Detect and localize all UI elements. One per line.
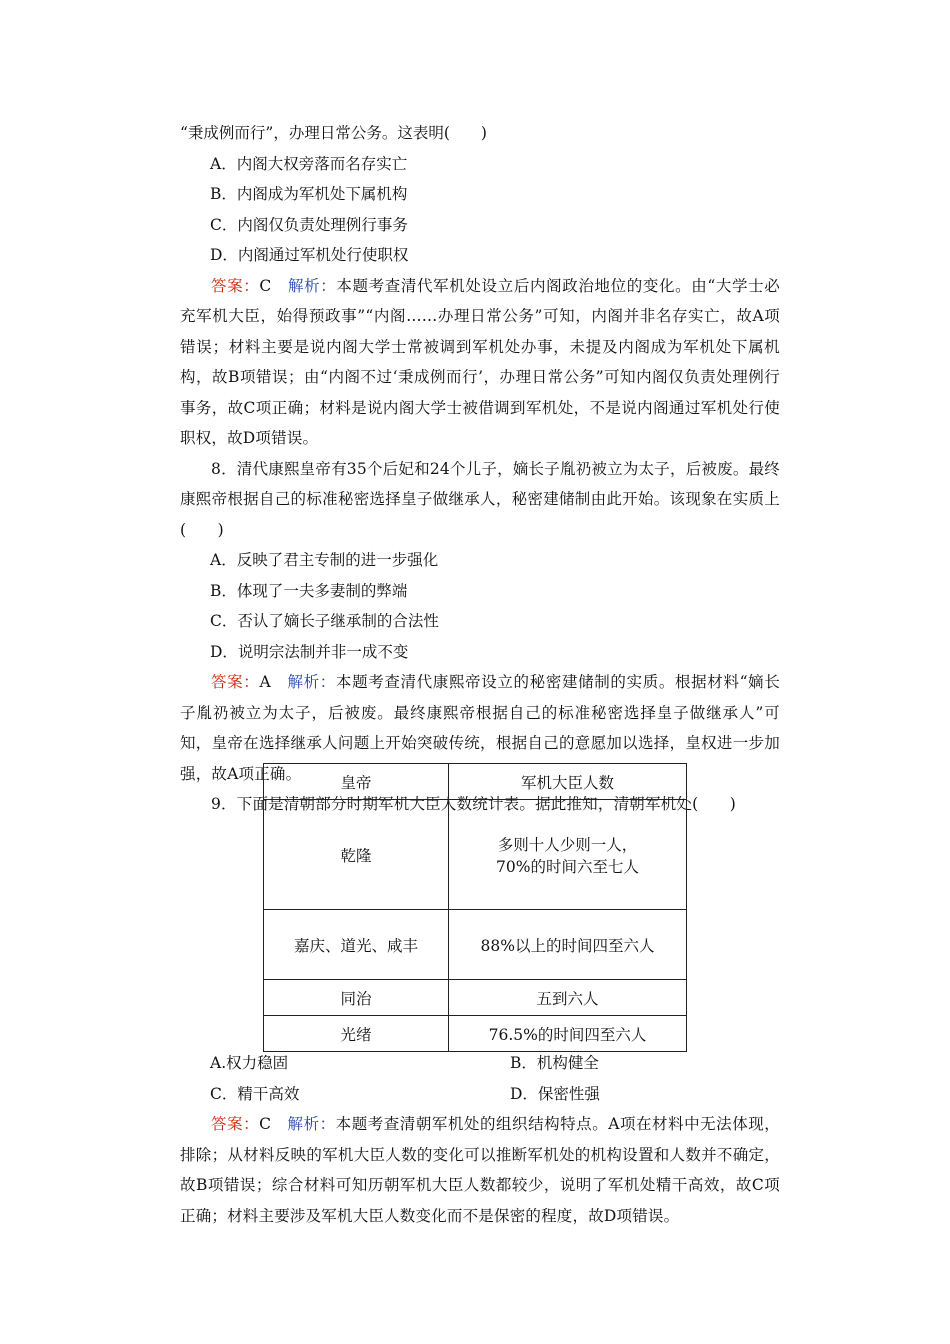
q9-stem: 9．下面是清朝部分时期军机大臣人数统计表。据此推知，清朝军机处( ) xyxy=(211,795,736,813)
table-cell xyxy=(449,800,687,910)
q7-option-d: D．内阁通过军机处行使职权 xyxy=(210,246,409,264)
q7-option-b: B．内阁成为军机处下属机构 xyxy=(210,185,408,203)
table-row xyxy=(264,910,687,980)
q9-option-c: C．精干高效 xyxy=(210,1084,300,1103)
q7-stem-tail: “秉成例而行”，办理日常公务。这表明( ) xyxy=(180,124,487,142)
explanation-label: 解析： xyxy=(287,1115,336,1133)
table-header-count: 军机大臣人数 xyxy=(449,764,687,800)
answer-label: 答案： xyxy=(211,1115,260,1133)
q8-option-a: A．反映了君主专制的进一步强化 xyxy=(210,551,439,569)
table-cell: 光绪 xyxy=(264,1016,449,1052)
explanation-label: 解析： xyxy=(288,276,337,295)
q8-option-c: C．否认了嫡长子继承制的合法性 xyxy=(210,612,439,630)
table-cell: 76.5%的时间四至六人 xyxy=(449,1016,687,1052)
table-row xyxy=(264,1016,687,1052)
table-row xyxy=(264,800,687,910)
q8-explanation: 本题考查清代康熙帝设立的秘密建储制的实质。根据材料“嫡长子胤礽被立为太子，后被废。最终康熙帝根据自己的标准秘密选择皇子做继承人”可知，皇帝在选择继承人问题上开始突破传统，根据自己的意愿加以选择，皇权进一步加强，故A项正确。 xyxy=(180,673,781,783)
q7-answer: C xyxy=(259,276,272,295)
q9-answer-block xyxy=(180,1109,780,1231)
q7-answer-block xyxy=(180,271,780,454)
q9-answer: C xyxy=(259,1115,272,1133)
explanation-label: 解析： xyxy=(287,673,336,691)
q7-explanation: 本题考查清代军机处设立后内阁政治地位的变化。由“大学士必充军机大臣，始得预政事”“内阁……办理日常公务”可知，内阁并非名存实亡，故A项错误；材料主要是说内阁大学士常被调到军机处办事，未提及内阁成为军机处下属机构，故B项错误；由“内阁不过‘秉成例而行’，办理日常公务”可知内阁仅负责处理例行事务，故C项正确；材料是说内阁大学士被借调到军机处，不是说内阁通过军机处行使职权，故D项错误。 xyxy=(180,276,780,447)
table-cell: 乾隆 xyxy=(264,800,449,910)
q9-option-d: D．保密性强 xyxy=(510,1084,600,1103)
table-cell: 嘉庆、道光、咸丰 xyxy=(264,910,449,980)
table-header-emperor: 皇帝 xyxy=(264,764,449,800)
q8-option-d: D．说明宗法制并非一成不变 xyxy=(210,642,409,661)
q9-option-a: A.权力稳固 xyxy=(210,1054,289,1072)
q8-answer: A xyxy=(259,673,271,691)
table-cell: 五到六人 xyxy=(449,980,687,1016)
q8-option-b: B．体现了一夫多妻制的弊端 xyxy=(210,581,408,600)
answer-label: 答案： xyxy=(211,673,260,691)
table-cell-line: 多则十人少则一人， xyxy=(497,835,638,854)
table-cell: 88%以上的时间四至六人 xyxy=(449,910,687,980)
table-row xyxy=(264,980,687,1016)
q9-option-b: B．机构健全 xyxy=(510,1054,599,1072)
q7-option-a: A．内阁大权旁落而名存实亡 xyxy=(210,154,408,173)
table-cell-line: 70%的时间六至七人 xyxy=(496,857,639,876)
q9-options-row-2 xyxy=(180,1079,780,1110)
document-page xyxy=(180,118,780,820)
q9-after-table xyxy=(180,1048,780,1231)
q8-stem: 8．清代康熙皇帝有35个后妃和24个儿子，嫡长子胤礽被立为太子，后被废。最终康熙帝根据自己的标准秘密选择皇子做继承人，秘密建储制由此开始。该现象在实质上( ) xyxy=(180,459,780,539)
q9-explanation: 本题考查清朝军机处的组织结构特点。A项在材料中无法体现，排除；从材料反映的军机大臣人数的变化可以推断军机处的机构设置和人数并不确定，故B项错误；综合材料可知历朝军机大臣人数都较少，说明了军机处精干高效，故C项正确；材料主要涉及军机大臣人数变化而不是保密的程度，故D项错误。 xyxy=(180,1115,780,1225)
answer-label: 答案： xyxy=(211,276,260,295)
table-cell: 同治 xyxy=(264,980,449,1016)
q9-options-row-1 xyxy=(180,1048,780,1079)
q7-option-c: C．内阁仅负责处理例行事务 xyxy=(210,215,408,234)
q9-table xyxy=(263,763,687,1052)
